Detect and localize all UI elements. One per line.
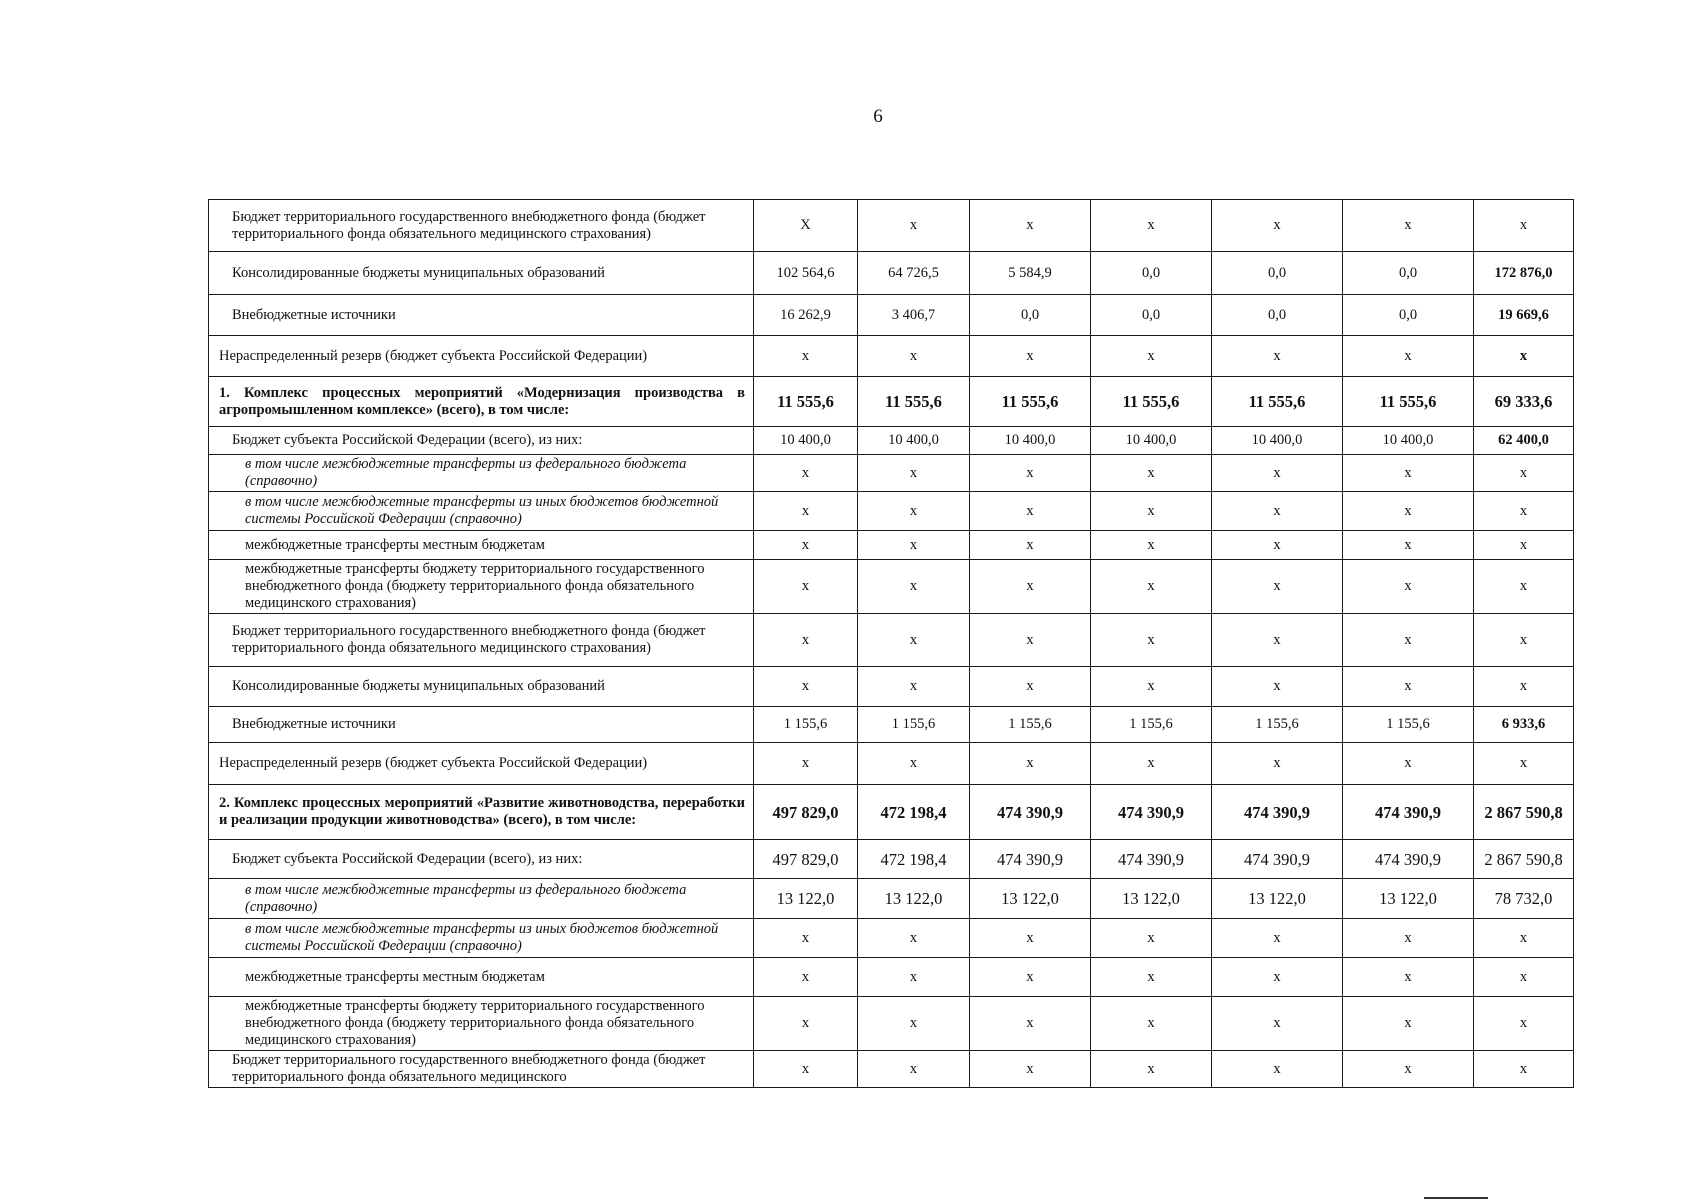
row-label: в том числе межбюджетные трансферты из федерального бюджета (справочно) (209, 879, 754, 919)
cell-value: x (858, 531, 970, 560)
table-row (209, 840, 1574, 879)
table-row (209, 455, 1574, 492)
cell-value: 474 390,9 (970, 785, 1091, 840)
cell-value: 474 390,9 (1343, 785, 1474, 840)
cell-value: 474 390,9 (970, 840, 1091, 879)
cell-value: x (1212, 492, 1343, 531)
cell-value: x (754, 919, 858, 958)
cell-value: x (1091, 455, 1212, 492)
cell-value: x (858, 200, 970, 252)
cell-value: 10 400,0 (970, 427, 1091, 455)
cell-value: x (970, 614, 1091, 667)
cell-value: 13 122,0 (1343, 879, 1474, 919)
cell-value: x (1091, 743, 1212, 785)
row-label: в том числе межбюджетные трансферты из иных бюджетов бюджетной системы Российской Федерации (справочно) (209, 919, 754, 958)
cell-value: x (1091, 560, 1212, 614)
cell-value: 0,0 (970, 295, 1091, 336)
cell-value: x (858, 614, 970, 667)
table-row (209, 560, 1574, 614)
cell-value: 11 555,6 (1091, 377, 1212, 427)
cell-value: x (858, 1051, 970, 1088)
cell-value: 1 155,6 (1343, 707, 1474, 743)
cell-value: 11 555,6 (970, 377, 1091, 427)
cell-value: 1 155,6 (754, 707, 858, 743)
cell-value: x (1212, 200, 1343, 252)
cell-total: 6 933,6 (1474, 707, 1574, 743)
cell-value: X (754, 200, 858, 252)
row-label: Нераспределенный резерв (бюджет субъекта Российской Федерации) (209, 336, 754, 377)
cell-value: x (754, 614, 858, 667)
row-label: в том числе межбюджетные трансферты из иных бюджетов бюджетной системы Российской Федерации (справочно) (209, 492, 754, 531)
cell-value: x (1091, 919, 1212, 958)
cell-value: 0,0 (1091, 252, 1212, 295)
cell-value: x (1091, 492, 1212, 531)
table-row (209, 743, 1574, 785)
cell-value: x (970, 560, 1091, 614)
cell-total: x (1474, 336, 1574, 377)
cell-value: x (970, 667, 1091, 707)
cell-value: x (1091, 336, 1212, 377)
cell-value: 10 400,0 (754, 427, 858, 455)
cell-value: x (1343, 455, 1474, 492)
cell-value: x (858, 997, 970, 1051)
cell-value: 474 390,9 (1091, 785, 1212, 840)
cell-value: 3 406,7 (858, 295, 970, 336)
cell-value: x (754, 958, 858, 997)
table-row (209, 997, 1574, 1051)
cell-value: 13 122,0 (1091, 879, 1212, 919)
cell-value: x (1343, 531, 1474, 560)
table-row (209, 919, 1574, 958)
table-row (209, 614, 1574, 667)
row-label: Бюджет территориального государственного внебюджетного фонда (бюджет территориального фонда обязательного медицинского (209, 1051, 754, 1088)
cell-value: x (858, 560, 970, 614)
cell-value: x (754, 336, 858, 377)
cell-value: x (858, 919, 970, 958)
cell-total: x (1474, 667, 1574, 707)
cell-value: x (1091, 1051, 1212, 1088)
cell-value: 497 829,0 (754, 785, 858, 840)
cell-value: 0,0 (1091, 295, 1212, 336)
cell-value: x (970, 743, 1091, 785)
cell-value: x (1343, 667, 1474, 707)
row-label: Бюджет субъекта Российской Федерации (всего), из них: (209, 840, 754, 879)
cell-total: x (1474, 919, 1574, 958)
table-row (209, 667, 1574, 707)
row-label: межбюджетные трансферты бюджету территориального государственного внебюджетного фонда (бюджету территориального фонда обязательного медицинского страхования) (209, 560, 754, 614)
cell-total: x (1474, 200, 1574, 252)
cell-total: x (1474, 958, 1574, 997)
table-row (209, 879, 1574, 919)
cell-value: x (1343, 200, 1474, 252)
footer-line (1424, 1197, 1488, 1199)
row-label: Бюджет территориального государственного внебюджетного фонда (бюджет территориального фонда обязательного медицинского страхования) (209, 614, 754, 667)
cell-total: x (1474, 455, 1574, 492)
cell-value: 11 555,6 (754, 377, 858, 427)
cell-value: x (1212, 958, 1343, 997)
cell-value: 13 122,0 (754, 879, 858, 919)
cell-value: x (1343, 919, 1474, 958)
cell-value: 102 564,6 (754, 252, 858, 295)
cell-value: x (754, 455, 858, 492)
row-label: Консолидированные бюджеты муниципальных образований (209, 667, 754, 707)
cell-total: 172 876,0 (1474, 252, 1574, 295)
table-row (209, 1051, 1574, 1088)
cell-value: x (1212, 531, 1343, 560)
cell-value: 13 122,0 (970, 879, 1091, 919)
cell-value: x (858, 492, 970, 531)
table-row (209, 200, 1574, 252)
cell-total: 19 669,6 (1474, 295, 1574, 336)
cell-value: x (970, 492, 1091, 531)
cell-total: 62 400,0 (1474, 427, 1574, 455)
cell-value: x (858, 667, 970, 707)
row-label: межбюджетные трансферты местным бюджетам (209, 958, 754, 997)
cell-value: 0,0 (1343, 295, 1474, 336)
cell-value: x (754, 743, 858, 785)
row-label: 1. Комплекс процессных мероприятий «Модернизация производства в агропромышленном комплексе» (всего), в том числе: (209, 377, 754, 427)
cell-value: x (1091, 667, 1212, 707)
cell-value: x (1212, 667, 1343, 707)
cell-value: x (754, 667, 858, 707)
table-row (209, 707, 1574, 743)
cell-value: x (754, 997, 858, 1051)
cell-value: x (1343, 958, 1474, 997)
cell-value: x (1343, 997, 1474, 1051)
cell-value: 1 155,6 (858, 707, 970, 743)
cell-total: 2 867 590,8 (1474, 785, 1574, 840)
cell-value: x (1212, 1051, 1343, 1088)
cell-total: 69 333,6 (1474, 377, 1574, 427)
cell-value: x (1212, 919, 1343, 958)
row-label: Консолидированные бюджеты муниципальных образований (209, 252, 754, 295)
cell-value: x (1343, 336, 1474, 377)
cell-value: 16 262,9 (754, 295, 858, 336)
cell-value: x (1343, 743, 1474, 785)
cell-value: x (1212, 560, 1343, 614)
cell-value: x (754, 492, 858, 531)
cell-value: x (1343, 1051, 1474, 1088)
cell-value: x (754, 531, 858, 560)
budget-table (208, 199, 1574, 1088)
cell-total: 78 732,0 (1474, 879, 1574, 919)
cell-value: 11 555,6 (1212, 377, 1343, 427)
cell-value: x (1091, 958, 1212, 997)
cell-value: 474 390,9 (1212, 785, 1343, 840)
cell-value: 0,0 (1212, 252, 1343, 295)
cell-value: x (858, 455, 970, 492)
cell-value: x (1091, 200, 1212, 252)
cell-value: x (1212, 336, 1343, 377)
cell-value: x (1091, 614, 1212, 667)
row-label: Внебюджетные источники (209, 295, 754, 336)
cell-value: x (1212, 614, 1343, 667)
table-row (209, 531, 1574, 560)
cell-value: 64 726,5 (858, 252, 970, 295)
cell-value: x (970, 531, 1091, 560)
cell-value: 474 390,9 (1091, 840, 1212, 879)
cell-value: 0,0 (1212, 295, 1343, 336)
cell-value: 1 155,6 (970, 707, 1091, 743)
cell-value: x (970, 336, 1091, 377)
cell-value: 11 555,6 (1343, 377, 1474, 427)
cell-value: 474 390,9 (1212, 840, 1343, 879)
row-label: Внебюджетные источники (209, 707, 754, 743)
cell-value: x (1343, 614, 1474, 667)
cell-value: x (970, 919, 1091, 958)
cell-value: x (970, 1051, 1091, 1088)
row-label: межбюджетные трансферты местным бюджетам (209, 531, 754, 560)
table-row (209, 295, 1574, 336)
cell-total: x (1474, 743, 1574, 785)
cell-value: 1 155,6 (1212, 707, 1343, 743)
row-label: в том числе межбюджетные трансферты из федерального бюджета (справочно) (209, 455, 754, 492)
row-label: Нераспределенный резерв (бюджет субъекта Российской Федерации) (209, 743, 754, 785)
budget-table-body (209, 200, 1574, 1088)
cell-value: x (970, 997, 1091, 1051)
row-label: Бюджет территориального государственного внебюджетного фонда (бюджет территориального фонда обязательного медицинского страхования) (209, 200, 754, 252)
cell-value: x (1091, 997, 1212, 1051)
row-label: межбюджетные трансферты бюджету территориального государственного внебюджетного фонда (бюджету территориального фонда обязательного медицинского страхования) (209, 997, 754, 1051)
table-row (209, 492, 1574, 531)
cell-value: x (970, 200, 1091, 252)
cell-total: 2 867 590,8 (1474, 840, 1574, 879)
cell-value: x (1343, 560, 1474, 614)
cell-value: 10 400,0 (858, 427, 970, 455)
cell-value: 11 555,6 (858, 377, 970, 427)
cell-value: x (754, 1051, 858, 1088)
cell-value: 474 390,9 (1343, 840, 1474, 879)
cell-value: x (754, 560, 858, 614)
cell-value: 10 400,0 (1343, 427, 1474, 455)
cell-value: 5 584,9 (970, 252, 1091, 295)
cell-total: x (1474, 1051, 1574, 1088)
cell-value: 10 400,0 (1091, 427, 1212, 455)
cell-value: 472 198,4 (858, 840, 970, 879)
table-row (209, 336, 1574, 377)
cell-value: 497 829,0 (754, 840, 858, 879)
cell-value: x (1212, 997, 1343, 1051)
cell-value: x (858, 743, 970, 785)
cell-value: 1 155,6 (1091, 707, 1212, 743)
section-row (209, 377, 1574, 427)
section-row (209, 785, 1574, 840)
page-number: 6 (873, 106, 883, 127)
cell-total: x (1474, 492, 1574, 531)
row-label: Бюджет субъекта Российской Федерации (всего), из них: (209, 427, 754, 455)
cell-value: x (1091, 531, 1212, 560)
cell-total: x (1474, 997, 1574, 1051)
cell-value: 472 198,4 (858, 785, 970, 840)
cell-value: 13 122,0 (1212, 879, 1343, 919)
cell-total: x (1474, 614, 1574, 667)
cell-value: x (1212, 455, 1343, 492)
cell-value: x (858, 958, 970, 997)
row-label: 2. Комплекс процессных мероприятий «Развитие животноводства, переработки и реализации продукции животноводства» (всего), в том числе: (209, 785, 754, 840)
cell-value: 10 400,0 (1212, 427, 1343, 455)
cell-value: x (970, 455, 1091, 492)
cell-value: x (970, 958, 1091, 997)
cell-total: x (1474, 560, 1574, 614)
cell-value: x (1343, 492, 1474, 531)
cell-value: 0,0 (1343, 252, 1474, 295)
cell-value: 13 122,0 (858, 879, 970, 919)
cell-total: x (1474, 531, 1574, 560)
cell-value: x (858, 336, 970, 377)
table-row (209, 252, 1574, 295)
table-row (209, 958, 1574, 997)
cell-value: x (1212, 743, 1343, 785)
table-row (209, 427, 1574, 455)
